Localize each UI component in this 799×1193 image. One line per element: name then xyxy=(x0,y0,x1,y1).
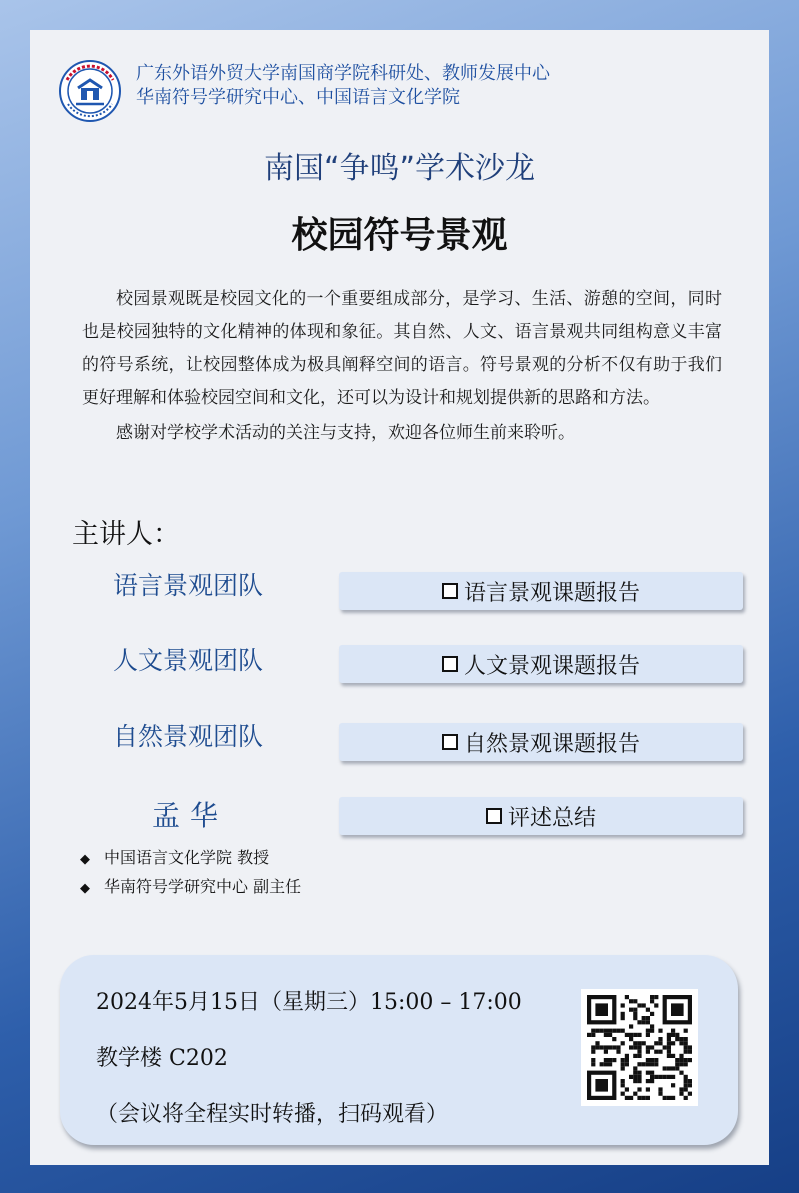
university-seal-icon xyxy=(59,60,121,122)
event-location: 教学楼 C202 xyxy=(96,1046,228,1071)
checkbox-icon xyxy=(442,656,458,672)
organizer-line-1: 广东外语外贸大学南国商学院科研处、教师发展中心 xyxy=(136,63,550,84)
speaker-name: 自然景观团队 xyxy=(113,722,264,751)
organizer-line-2: 华南符号学研究中心、中国语言文化学院 xyxy=(136,87,460,108)
topic-label: 语言景观课题报告 xyxy=(463,580,640,606)
topic-label: 评述总结 xyxy=(507,805,596,831)
bio-text: 华南符号学研究中心 副主任 xyxy=(104,877,302,896)
thanks-paragraph: 感谢对学校学术活动的关注与支持，欢迎各位师生前来聆听。 xyxy=(116,423,575,443)
bio-line xyxy=(80,845,269,868)
topic-label: 自然景观课题报告 xyxy=(463,731,640,757)
intro-paragraph: 校园景观既是校园文化的一个重要组成部分，是学习、生活、游憩的空间，同时也是校园独特的文化精神的体现和象征。其自然、人文、语言景观共同组构意义丰富的符号系统，让校园整体成为极具阐释空间的语言。符号景观的分析不仅有助于我们更好理解和体验校园空间和文化，还可以为设计和规划提供新的思路和方法。 xyxy=(82,289,722,408)
broadcast-note: （会议将全程实时转播，扫码观看） xyxy=(96,1102,449,1127)
organizer-block xyxy=(136,62,550,110)
info-panel xyxy=(60,955,738,1145)
checkbox-icon xyxy=(486,808,502,824)
topic-box xyxy=(339,797,743,835)
topic-box xyxy=(339,723,743,761)
speaker-name: 语言景观团队 xyxy=(113,571,264,600)
speaker-name: 孟华 xyxy=(152,799,229,832)
topic-box xyxy=(339,645,743,683)
diamond-icon: ◆ xyxy=(80,852,90,867)
checkbox-icon xyxy=(442,734,458,750)
speaker-name: 人文景观团队 xyxy=(113,646,264,675)
event-title: 校园符号景观 xyxy=(291,214,508,256)
intro-text xyxy=(82,283,722,450)
speakers-heading: 主讲人： xyxy=(72,519,180,550)
qr-code[interactable] xyxy=(581,989,698,1106)
diamond-icon: ◆ xyxy=(80,881,90,896)
bio-text: 中国语言文化学院 教授 xyxy=(104,848,270,867)
event-datetime: 2024年5月15日（星期三）15:00 – 17:00 xyxy=(96,990,522,1015)
topic-box xyxy=(339,572,743,610)
series-title: 南国“争鸣”学术沙龙 xyxy=(263,151,536,186)
checkbox-icon xyxy=(442,583,458,599)
topic-label: 人文景观课题报告 xyxy=(463,653,640,679)
bio-line xyxy=(80,874,301,897)
